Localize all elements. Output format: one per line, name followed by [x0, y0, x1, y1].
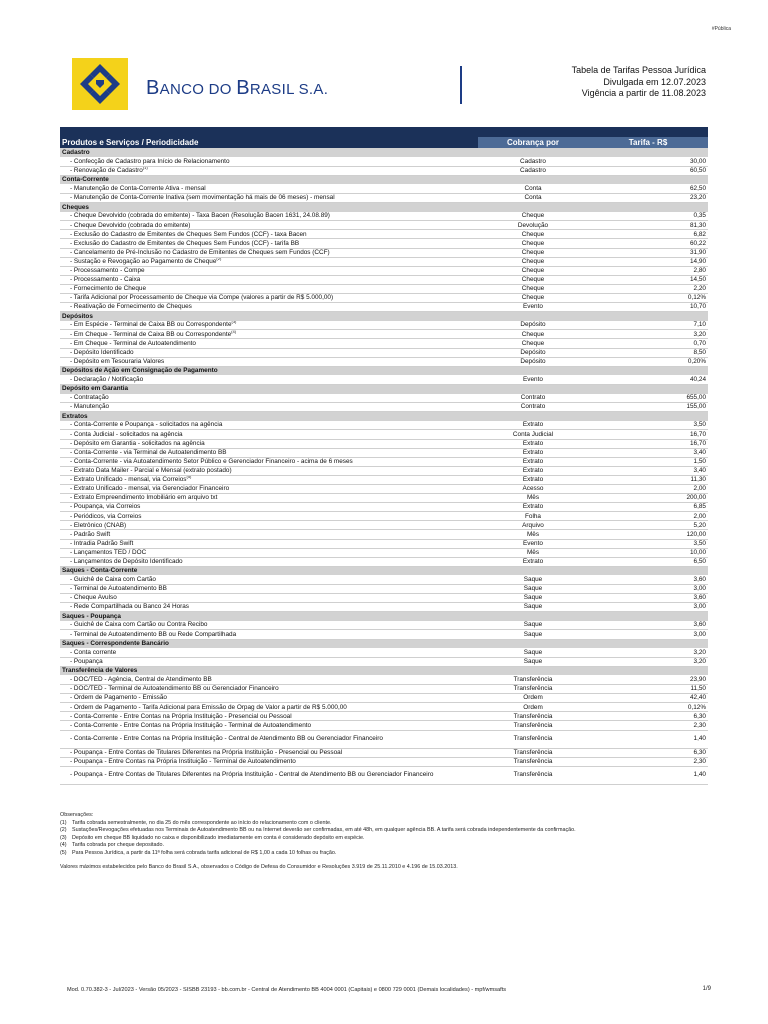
service-description: - Poupança	[60, 657, 478, 666]
table-row	[60, 712, 708, 721]
section-row	[60, 175, 708, 184]
charged-by: Evento	[478, 375, 588, 384]
table-row	[60, 630, 708, 639]
fee-value: 3,20	[588, 657, 708, 666]
service-description: - Intradia Padrão Swift	[60, 539, 478, 548]
section-title: Saques - Conta-Corrente	[60, 566, 708, 575]
fee-value: 30,00	[588, 157, 708, 166]
service-description: - Ordem de Pagamento - Tarifa Adicional para Emissão de Orpag de Valor a partir de R$ 5.000,00	[60, 703, 478, 712]
classification-label: #Pública	[711, 26, 731, 32]
fee-value: 11,50	[588, 685, 708, 694]
service-description: - Conta Judicial - solicitados na agência	[60, 430, 478, 439]
note-text: Tarifa cobrada por cheque depositado.	[72, 842, 165, 849]
charged-by: Cheque	[478, 230, 588, 239]
charged-by: Ordem	[478, 703, 588, 712]
charged-by: Cheque	[478, 275, 588, 284]
charged-by: Ordem	[478, 694, 588, 703]
fee-value: 0,12%	[588, 294, 708, 303]
table-row	[60, 548, 708, 557]
table-row	[60, 457, 708, 466]
section-row	[60, 612, 708, 621]
service-description: - Confecção de Cadastro para Início de Relacionamento	[60, 157, 478, 166]
fee-value: 0,20%	[588, 357, 708, 366]
charged-by: Cadastro	[478, 166, 588, 175]
table-row	[60, 257, 708, 266]
note-text: Depósito em cheque BB liquidado no caixa e disponibilizado imediatamente em conta é considerado depósito em espécie.	[72, 834, 365, 841]
charged-by: Cadastro	[478, 157, 588, 166]
fee-value: 3,00	[588, 585, 708, 594]
table-row	[60, 539, 708, 548]
note-number: (2)	[60, 827, 67, 834]
table-row	[60, 275, 708, 284]
charged-by: Saque	[478, 575, 588, 584]
note-item	[60, 850, 710, 858]
header-products: Produtos e Serviços / Periodicidade	[60, 137, 478, 148]
fee-value: 81,30	[588, 221, 708, 230]
charged-by: Cheque	[478, 284, 588, 293]
charged-by: Saque	[478, 630, 588, 639]
charged-by: Cheque	[478, 266, 588, 275]
charged-by: Transferência	[478, 685, 588, 694]
charged-by: Extrato	[478, 475, 588, 484]
table-row	[60, 703, 708, 712]
fee-value: 655,00	[588, 394, 708, 403]
disclaimer: Valores máximos estabelecidos pelo Banco do Brasil S.A., observados o Código de Defesa do Consumidor e Resoluções 3.919 de 25.11.2010 e 4.196 de 15.03.2013.	[60, 863, 458, 870]
fee-value: 60,22	[588, 239, 708, 248]
service-description: - Padrão Swift	[60, 530, 478, 539]
charged-by: Transferência	[478, 730, 588, 748]
service-description: - Conta-Corrente e Poupança - solicitados na agência	[60, 421, 478, 430]
fee-value: 3,40	[588, 466, 708, 475]
note-number: (1)	[60, 819, 67, 826]
table-row	[60, 430, 708, 439]
charged-by: Extrato	[478, 457, 588, 466]
service-description: - Terminal de Autoatendimento BB ou Rede Compartilhada	[60, 630, 478, 639]
fee-value: 6,85	[588, 503, 708, 512]
tariff-table	[60, 137, 708, 785]
fee-value: 23,20	[588, 193, 708, 202]
fee-value: 0,70	[588, 339, 708, 348]
service-description: - Processamento - Caixa	[60, 275, 478, 284]
header-divider	[460, 66, 462, 104]
service-description: - Poupança - Entre Contas na Própria Instituição - Terminal de Autoatendimento	[60, 757, 478, 766]
table-row	[60, 357, 708, 366]
fee-value: 3,00	[588, 630, 708, 639]
fee-value: 10,70	[588, 303, 708, 312]
service-description: - Poupança - Entre Contas de Titulares Diferentes na Própria Instituição - Central de Atendimento BB ou Gerenciador Financeiro	[60, 766, 478, 784]
service-description: - Depósito em Tesouraria Valores	[60, 357, 478, 366]
service-description: - Guichê de Caixa com Cartão	[60, 575, 478, 584]
service-description: - Manutenção de Conta-Corrente Inativa (sem movimentação há mais de 06 meses) - mensal	[60, 193, 478, 202]
fee-value: 3,40	[588, 448, 708, 457]
fee-value: 6,30	[588, 748, 708, 757]
fee-value: 2,30	[588, 721, 708, 730]
table-row	[60, 166, 708, 175]
fee-value: 6,50	[588, 557, 708, 566]
fee-value: 40,24	[588, 375, 708, 384]
table-header-row	[60, 137, 708, 148]
footnote-ref: (5)	[186, 475, 192, 480]
footnote-ref: (1)	[142, 166, 148, 170]
fee-value: 3,50	[588, 539, 708, 548]
charged-by: Acesso	[478, 484, 588, 493]
fee-value: 60,50	[588, 166, 708, 175]
table-row	[60, 193, 708, 202]
table-row	[60, 475, 708, 484]
section-title: Extratos	[60, 412, 708, 421]
service-description: - Manutenção de Conta-Corrente Ativa - mensal	[60, 184, 478, 193]
fee-value: 3,20	[588, 648, 708, 657]
service-description: - Ordem de Pagamento - Emissão	[60, 694, 478, 703]
service-description: - Conta-Corrente - Entre Contas na Própria Instituição - Central de Atendimento BB ou Gerenciador Financeiro	[60, 730, 478, 748]
charged-by: Saque	[478, 621, 588, 630]
fee-value: 2,20	[588, 284, 708, 293]
table-row	[60, 494, 708, 503]
service-description: - Conta-Corrente - Entre Contas na Própria Instituição - Terminal de Autoatendimento	[60, 721, 478, 730]
fee-value: 2,30	[588, 757, 708, 766]
charged-by: Contrato	[478, 394, 588, 403]
service-description: - Extrato Unificado - mensal, via Gerenciador Financeiro	[60, 484, 478, 493]
charged-by: Extrato	[478, 421, 588, 430]
charged-by: Devolução	[478, 221, 588, 230]
fee-value: 42,40	[588, 694, 708, 703]
service-description: - Em Cheque - Terminal de Caixa BB ou Correspondente$^{(4)}$	[60, 330, 478, 339]
section-title: Cadastro	[60, 148, 708, 157]
table-row	[60, 521, 708, 530]
charged-by: Saque	[478, 585, 588, 594]
table-row	[60, 375, 708, 384]
table-row	[60, 685, 708, 694]
section-title: Depósitos	[60, 312, 708, 321]
charged-by: Transferência	[478, 748, 588, 757]
notes-title: Observações:	[60, 812, 94, 818]
fee-value: 0,35	[588, 212, 708, 221]
charged-by: Cheque	[478, 294, 588, 303]
service-description: - Reativação de Fornecimento de Cheques	[60, 303, 478, 312]
charged-by: Extrato	[478, 503, 588, 512]
section-title: Saques - Poupança	[60, 612, 708, 621]
note-item	[60, 835, 710, 843]
table-row	[60, 585, 708, 594]
section-title: Saques - Correspondente Bancário	[60, 639, 708, 648]
fee-value: 14,90	[588, 257, 708, 266]
charged-by: Conta Judicial	[478, 430, 588, 439]
fee-value: 3,60	[588, 594, 708, 603]
fee-value: 16,70	[588, 439, 708, 448]
section-title: Cheques	[60, 203, 708, 212]
table-row	[60, 730, 708, 748]
charged-by: Mês	[478, 548, 588, 557]
fee-value: 3,60	[588, 621, 708, 630]
section-row	[60, 203, 708, 212]
charged-by: Cheque	[478, 330, 588, 339]
header-charged-by: Cobrança por	[478, 137, 588, 148]
fee-value: 1,40	[588, 766, 708, 784]
note-item	[60, 827, 710, 835]
table-row	[60, 594, 708, 603]
charged-by: Conta	[478, 184, 588, 193]
fee-value: 120,00	[588, 530, 708, 539]
table-row	[60, 394, 708, 403]
table-row	[60, 184, 708, 193]
section-row	[60, 412, 708, 421]
fee-value: 155,00	[588, 403, 708, 412]
charged-by: Extrato	[478, 448, 588, 457]
charged-by: Conta	[478, 193, 588, 202]
service-description: - Sustação e Revogação ao Pagamento de Cheque$^{(2)}$	[60, 257, 478, 266]
note-text: Tarifa cobrada semestralmente, no dia 25 do mês correspondente ao início do relacionamento com o cliente.	[72, 819, 332, 826]
service-description: - Extrato Data Mailer - Parcial e Mensal (extrato postado)	[60, 466, 478, 475]
charged-by: Contrato	[478, 403, 588, 412]
charged-by: Transferência	[478, 675, 588, 684]
table-row	[60, 557, 708, 566]
service-description: - Depósito em Garantia - solicitados na agência	[60, 439, 478, 448]
effective-date: Vigência a partir de 11.08.2023	[581, 88, 706, 98]
footnote-ref: (3)	[231, 320, 237, 325]
table-row	[60, 721, 708, 730]
service-description: - Renovação de Cadastro$^{(1)}$	[60, 166, 478, 175]
charged-by: Folha	[478, 512, 588, 521]
fee-value: 8,50	[588, 348, 708, 357]
table-row	[60, 330, 708, 339]
fee-value: 3,00	[588, 603, 708, 612]
fee-value: 31,90	[588, 248, 708, 257]
service-description: - Eletrônico (CNAB)	[60, 521, 478, 530]
table-row	[60, 230, 708, 239]
charged-by: Extrato	[478, 557, 588, 566]
fee-value: 11,30	[588, 475, 708, 484]
charged-by: Saque	[478, 603, 588, 612]
charged-by: Cheque	[478, 248, 588, 257]
service-description: - Lançamentos de Depósito Identificado	[60, 557, 478, 566]
section-row	[60, 366, 708, 375]
service-description: - Em Espécie - Terminal de Caixa BB ou Correspondente$^{(3)}$	[60, 321, 478, 330]
charged-by: Depósito	[478, 321, 588, 330]
fee-value: 10,00	[588, 548, 708, 557]
charged-by: Mês	[478, 530, 588, 539]
table-row	[60, 157, 708, 166]
published-date: Divulgada em 12.07.2023	[603, 76, 706, 87]
section-row	[60, 312, 708, 321]
charged-by: Cheque	[478, 257, 588, 266]
service-description: - DOC/TED - Terminal de Autoatendimento BB ou Gerenciador Financeiro	[60, 685, 478, 694]
document-title: Tabela de Tarifas Pessoa Jurídica	[571, 65, 706, 75]
note-number: (3)	[60, 834, 67, 841]
service-description: - Depósito Identificado	[60, 348, 478, 357]
fee-value: 2,00	[588, 512, 708, 521]
fee-value: 14,50	[588, 275, 708, 284]
footnote-ref: (4)	[231, 329, 237, 334]
fee-value: 6,82	[588, 230, 708, 239]
charged-by: Saque	[478, 657, 588, 666]
table-row	[60, 503, 708, 512]
service-description: - Contratação	[60, 394, 478, 403]
charged-by: Mês	[478, 494, 588, 503]
table-row	[60, 675, 708, 684]
section-row	[60, 639, 708, 648]
service-description: - Poupança - Entre Contas de Titulares Diferentes na Própria Instituição - Presencial ou Pessoal	[60, 748, 478, 757]
service-description: - Fornecimento de Cheque	[60, 284, 478, 293]
footnote-ref: (2)	[216, 257, 222, 261]
fee-value: 2,00	[588, 484, 708, 493]
table-row	[60, 266, 708, 275]
table-row	[60, 321, 708, 330]
table-row	[60, 212, 708, 221]
charged-by: Evento	[478, 303, 588, 312]
table-row	[60, 284, 708, 293]
section-row	[60, 566, 708, 575]
service-description: - Cheque Devolvido (cobrada do emitente)	[60, 221, 478, 230]
section-title: Depósito em Garantia	[60, 384, 708, 393]
table-row	[60, 657, 708, 666]
section-title: Transferência de Valores	[60, 666, 708, 675]
table-row	[60, 648, 708, 657]
section-row	[60, 666, 708, 675]
service-description: - DOC/TED - Agência, Central de Atendimento BB	[60, 675, 478, 684]
table-row	[60, 603, 708, 612]
bank-name: BANCO DO BRASIL S.A.	[146, 77, 329, 99]
table-row	[60, 694, 708, 703]
table-row	[60, 421, 708, 430]
note-number: (4)	[60, 842, 67, 849]
table-row	[60, 248, 708, 257]
fee-value: 3,20	[588, 330, 708, 339]
table-row	[60, 303, 708, 312]
table-row	[60, 575, 708, 584]
service-description: - Poupança, via Correios	[60, 503, 478, 512]
charged-by: Cheque	[478, 239, 588, 248]
bb-logo-icon	[72, 58, 128, 110]
table-row	[60, 766, 708, 784]
service-description: - Terminal de Autoatendimento BB	[60, 585, 478, 594]
table-row	[60, 466, 708, 475]
table-row	[60, 239, 708, 248]
charged-by: Extrato	[478, 466, 588, 475]
service-description: - Conta-Corrente - Entre Contas na Própria Instituição - Presencial ou Pessoal	[60, 712, 478, 721]
service-description: - Lançamentos TED / DOC	[60, 548, 478, 557]
fee-value: 0,12%	[588, 703, 708, 712]
page-number: 1/9	[702, 986, 711, 992]
table-row	[60, 348, 708, 357]
table-row	[60, 403, 708, 412]
notes-section	[60, 812, 710, 871]
charged-by: Evento	[478, 539, 588, 548]
table-row	[60, 221, 708, 230]
note-number: (5)	[60, 849, 67, 856]
service-description: - Em Cheque - Terminal de Autoatendimento	[60, 339, 478, 348]
charged-by: Transferência	[478, 712, 588, 721]
table-row	[60, 294, 708, 303]
service-description: - Tarifa Adicional por Processamento de Cheque via Compe (valores a partir de R$ 5.000,00)	[60, 294, 478, 303]
service-description: - Processamento - Compe	[60, 266, 478, 275]
service-description: - Cheque Devolvido (cobrada do emitente) - Taxa Bacen (Resolução Bacen 1631, 24.08.89)	[60, 212, 478, 221]
table-row	[60, 748, 708, 757]
table-top-bar	[60, 127, 708, 137]
service-description: - Cheque Avulso	[60, 594, 478, 603]
table-row	[60, 621, 708, 630]
fee-value: 16,70	[588, 430, 708, 439]
charged-by: Transferência	[478, 766, 588, 784]
document-info	[572, 65, 706, 100]
charged-by: Arquivo	[478, 521, 588, 530]
header-fee: Tarifa - R$	[588, 137, 708, 148]
fee-value: 7,10	[588, 321, 708, 330]
fee-value: 200,00	[588, 494, 708, 503]
service-description: - Conta corrente	[60, 648, 478, 657]
table-row	[60, 757, 708, 766]
table-row	[60, 448, 708, 457]
note-item	[60, 842, 710, 850]
fee-value: 23,90	[588, 675, 708, 684]
section-row	[60, 148, 708, 157]
service-description: - Exclusão do Cadastro de Emitentes de Cheques Sem Fundos (CCF) - tarifa BB	[60, 239, 478, 248]
footer-text: Mod. 0.70.382-3 - Jul/2023 - Versão 05/2023 - SISBB 23193 - bb.com.br - Central de Atendimento BB 4004 0001 (Capitais) e 0800 729 0001 (Demais localidades) - mpf/wmsafts	[67, 987, 507, 993]
charged-by: Transferência	[478, 757, 588, 766]
section-title: Conta-Corrente	[60, 175, 708, 184]
service-description: - Cancelamento de Pré-Inclusão no Cadastro de Emitentes de Cheques sem Fundos (CCF)	[60, 248, 478, 257]
service-description: - Extrato Empreendimento Imobiliário em arquivo txt	[60, 494, 478, 503]
note-text: Para Pessoa Jurídica, a partir da 11ª folha será cobrada tarifa adicional de R$ 1,00 a cada 10 folhas ou fração.	[72, 849, 337, 856]
charged-by: Saque	[478, 594, 588, 603]
charged-by: Extrato	[478, 439, 588, 448]
fee-value: 1,40	[588, 730, 708, 748]
service-description: - Extrato Unificado - mensal, via Correios$^{(5)}$	[60, 475, 478, 484]
charged-by: Transferência	[478, 721, 588, 730]
note-item	[60, 820, 710, 828]
fee-value: 3,50	[588, 421, 708, 430]
service-description: - Guichê de Caixa com Cartão ou Contra Recibo	[60, 621, 478, 630]
table-row	[60, 439, 708, 448]
charged-by: Cheque	[478, 212, 588, 221]
table-row	[60, 530, 708, 539]
service-description: - Conta-Corrente - via Terminal de Autoatendimento BB	[60, 448, 478, 457]
service-description: - Manutenção	[60, 403, 478, 412]
charged-by: Depósito	[478, 348, 588, 357]
fee-value: 62,50	[588, 184, 708, 193]
fee-value: 5,20	[588, 521, 708, 530]
service-description: - Exclusão do Cadastro de Emitentes de Cheques Sem Fundos (CCF) - taxa Bacen	[60, 230, 478, 239]
service-description: - Conta-Corrente - via Autoatendimento Setor Público e Gerenciador Financeiro - acima de 6 meses	[60, 457, 478, 466]
service-description: - Periódicos, via Correios	[60, 512, 478, 521]
charged-by: Saque	[478, 648, 588, 657]
charged-by: Depósito	[478, 357, 588, 366]
service-description: - Rede Compartilhada ou Banco 24 Horas	[60, 603, 478, 612]
note-text: Sustações/Revogações efetuadas nos Terminais de Autoatendimento BB ou na Internet deverão ser confirmadas, em até 48h, em qualquer agência BB. A tarifa será cobrada independentemente da confirmação.	[72, 827, 576, 834]
table-row	[60, 484, 708, 493]
charged-by: Cheque	[478, 339, 588, 348]
fee-value: 6,30	[588, 712, 708, 721]
fee-value: 3,60	[588, 575, 708, 584]
fee-value: 2,80	[588, 266, 708, 275]
section-row	[60, 384, 708, 393]
section-title: Depósitos de Ação em Consignação de Pagamento	[60, 366, 708, 375]
table-row	[60, 512, 708, 521]
table-row	[60, 339, 708, 348]
service-description: - Declaração / Notificação	[60, 375, 478, 384]
fee-value: 1,50	[588, 457, 708, 466]
